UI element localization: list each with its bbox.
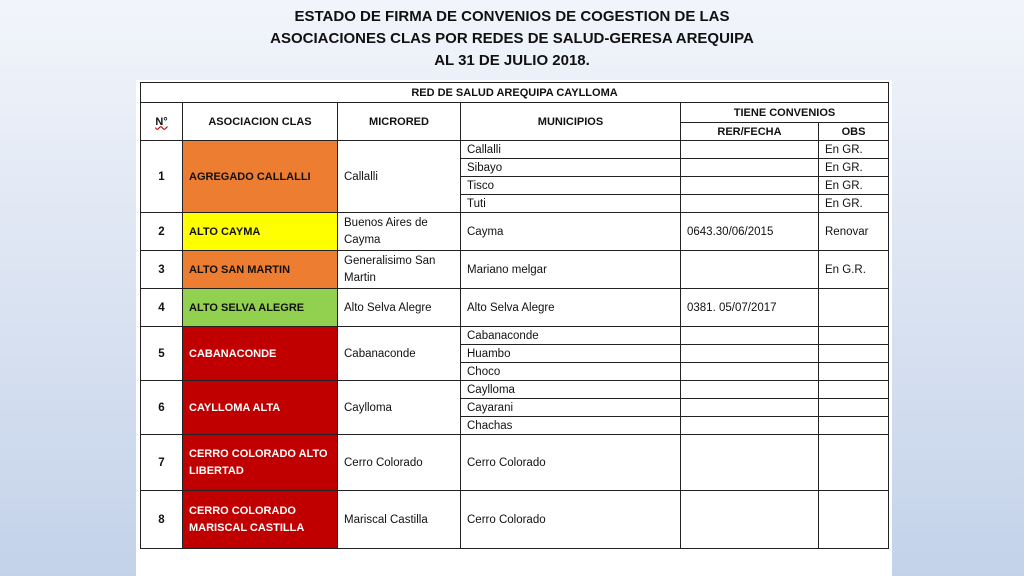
row-num: 6 (141, 381, 183, 435)
obs-cell (819, 491, 889, 549)
assoc-cell: ALTO CAYMA (183, 213, 338, 251)
rer-cell (681, 435, 819, 491)
microred-cell: Alto Selva Alegre (338, 289, 461, 327)
municipio-cell: Mariano melgar (461, 251, 681, 289)
obs-cell (819, 399, 889, 417)
rer-cell (681, 417, 819, 435)
header-municipios: MUNICIPIOS (461, 103, 681, 141)
obs-cell (819, 345, 889, 363)
title-line-1: ESTADO DE FIRMA DE CONVENIOS DE COGESTION DE LAS (294, 8, 730, 25)
rer-cell (681, 177, 819, 195)
row-num: 4 (141, 289, 183, 327)
rer-cell: 0643.30/06/2015 (681, 213, 819, 251)
title-line-2: ASOCIACIONES CLAS POR REDES DE SALUD-GERESA AREQUIPA (270, 30, 754, 47)
obs-cell (819, 363, 889, 381)
table-row (141, 327, 889, 345)
assoc-cell: CAYLLOMA ALTA (183, 381, 338, 435)
table-row (141, 251, 889, 289)
table-row (141, 491, 889, 549)
row-num: 1 (141, 141, 183, 213)
slide-title (0, 6, 1024, 72)
municipio-cell: Cerro Colorado (461, 435, 681, 491)
obs-cell (819, 435, 889, 491)
table-row (141, 381, 889, 399)
table-container (136, 80, 892, 576)
rer-cell (681, 141, 819, 159)
obs-cell (819, 289, 889, 327)
microred-cell: Generalisimo San Martin (338, 251, 461, 289)
municipio-cell: Callalli (461, 141, 681, 159)
municipio-cell: Chachas (461, 417, 681, 435)
header-rer-fecha: RER/FECHA (681, 123, 819, 141)
header-obs: OBS (819, 123, 889, 141)
microred-cell: Cabanaconde (338, 327, 461, 381)
microred-cell: Mariscal Castilla (338, 491, 461, 549)
assoc-cell: ALTO SAN MARTIN (183, 251, 338, 289)
assoc-cell: AGREGADO CALLALLI (183, 141, 338, 213)
microred-cell: Buenos Aires de Cayma (338, 213, 461, 251)
obs-cell (819, 381, 889, 399)
obs-cell: En GR. (819, 177, 889, 195)
municipio-cell: Tisco (461, 177, 681, 195)
rer-cell (681, 363, 819, 381)
obs-cell (819, 327, 889, 345)
rer-cell (681, 381, 819, 399)
title-line-3: AL 31 DE JULIO 2018. (434, 52, 590, 69)
municipio-cell: Caylloma (461, 381, 681, 399)
rer-cell (681, 491, 819, 549)
municipio-cell: Choco (461, 363, 681, 381)
table-row (141, 141, 889, 159)
assoc-cell: CERRO COLORADO ALTO LIBERTAD (183, 435, 338, 491)
row-num: 3 (141, 251, 183, 289)
header-num: N° (141, 103, 183, 141)
municipio-cell: Cayma (461, 213, 681, 251)
microred-cell: Caylloma (338, 381, 461, 435)
municipio-cell: Cerro Colorado (461, 491, 681, 549)
obs-cell: En GR. (819, 159, 889, 177)
rer-cell (681, 399, 819, 417)
municipio-cell: Cabanaconde (461, 327, 681, 345)
header-tiene-convenios: TIENE CONVENIOS (681, 103, 889, 123)
row-num: 2 (141, 213, 183, 251)
rer-cell (681, 345, 819, 363)
convenios-table (140, 82, 889, 549)
rer-cell: 0381. 05/07/2017 (681, 289, 819, 327)
obs-cell (819, 417, 889, 435)
obs-cell: En GR. (819, 195, 889, 213)
microred-cell: Cerro Colorado (338, 435, 461, 491)
table-row (141, 289, 889, 327)
table-row (141, 213, 889, 251)
obs-cell: En GR. (819, 141, 889, 159)
obs-cell: Renovar (819, 213, 889, 251)
rer-cell (681, 159, 819, 177)
rer-cell (681, 327, 819, 345)
row-num: 5 (141, 327, 183, 381)
header-microred: MICRORED (338, 103, 461, 141)
rer-cell (681, 251, 819, 289)
rer-cell (681, 195, 819, 213)
table-row (141, 435, 889, 491)
municipio-cell: Huambo (461, 345, 681, 363)
municipio-cell: Cayarani (461, 399, 681, 417)
municipio-cell: Alto Selva Alegre (461, 289, 681, 327)
assoc-cell: CABANACONDE (183, 327, 338, 381)
network-header: RED DE SALUD AREQUIPA CAYLLOMA (141, 83, 889, 103)
header-assoc: ASOCIACION CLAS (183, 103, 338, 141)
row-num: 7 (141, 435, 183, 491)
microred-cell: Callalli (338, 141, 461, 213)
municipio-cell: Sibayo (461, 159, 681, 177)
assoc-cell: ALTO SELVA ALEGRE (183, 289, 338, 327)
municipio-cell: Tuti (461, 195, 681, 213)
obs-cell: En G.R. (819, 251, 889, 289)
row-num: 8 (141, 491, 183, 549)
assoc-cell: CERRO COLORADO MARISCAL CASTILLA (183, 491, 338, 549)
